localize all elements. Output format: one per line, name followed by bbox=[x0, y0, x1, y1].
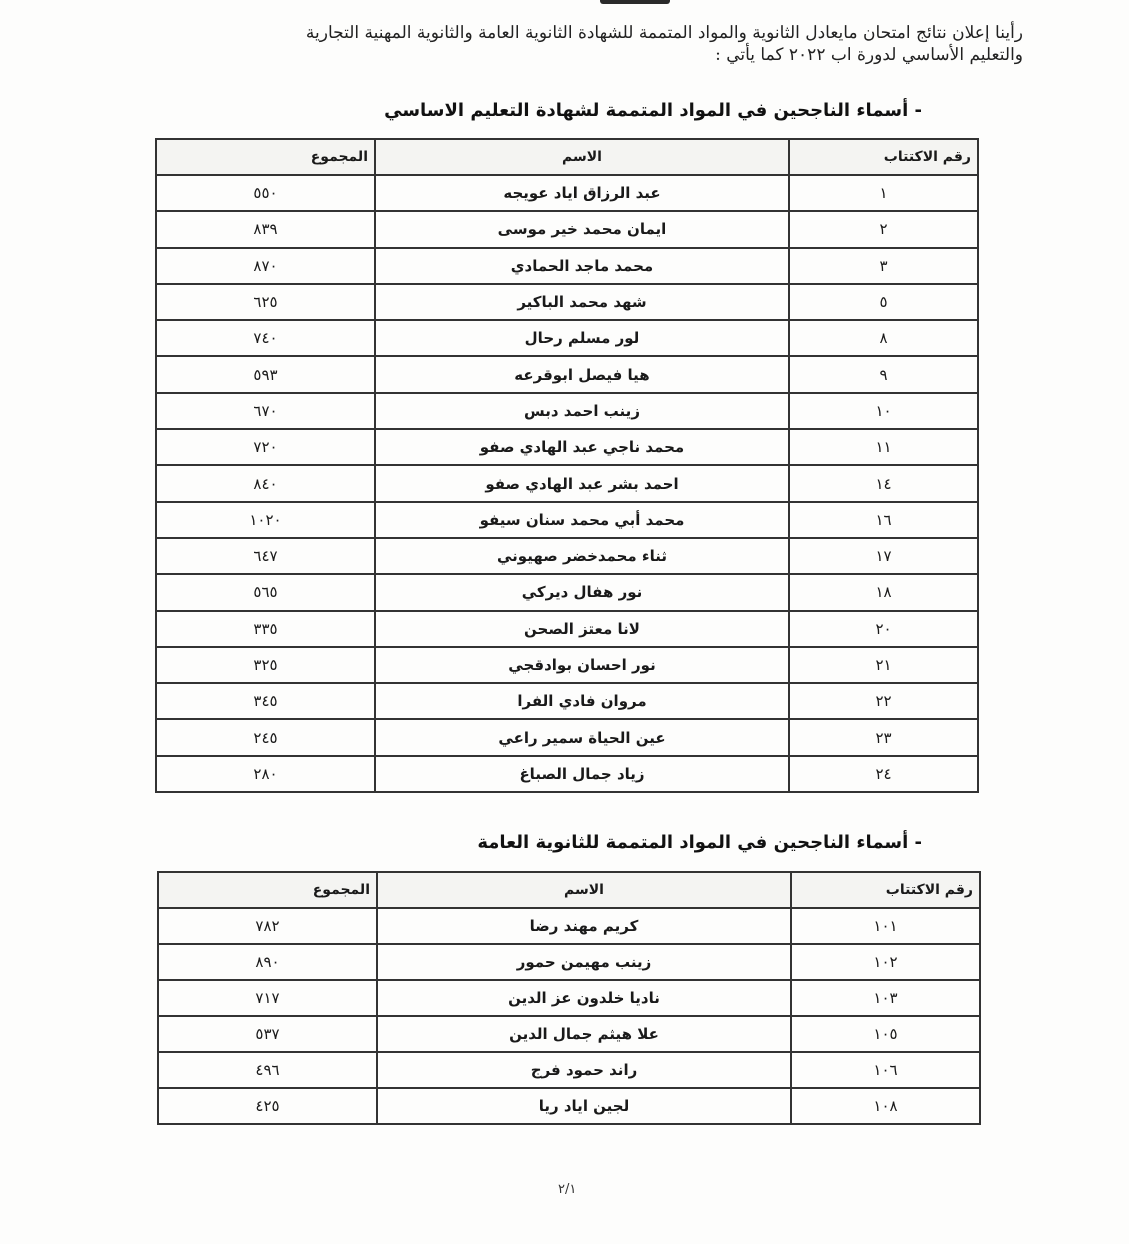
column-header-total: المجموع bbox=[156, 139, 375, 175]
table-row bbox=[158, 908, 980, 944]
cell-student-name: عين الحياة سمير راعي bbox=[375, 719, 789, 755]
cell-student-name: لجين اياد ريا bbox=[377, 1088, 791, 1124]
cell-registration-number: ١٤ bbox=[789, 465, 978, 501]
cell-student-name: نور احسان بوادقجي bbox=[375, 647, 789, 683]
table-row bbox=[156, 574, 978, 610]
cell-total-score: ٦٤٧ bbox=[156, 538, 375, 574]
cell-total-score: ٣٢٥ bbox=[156, 647, 375, 683]
table-header-row bbox=[158, 872, 980, 908]
cell-total-score: ٨٤٠ bbox=[156, 465, 375, 501]
table-header-row bbox=[156, 139, 978, 175]
cell-registration-number: ١٠ bbox=[789, 393, 978, 429]
page-number: ٢/١ bbox=[558, 1182, 577, 1197]
table-row bbox=[156, 393, 978, 429]
cell-total-score: ٨٩٠ bbox=[158, 944, 377, 980]
intro-paragraph bbox=[123, 22, 1023, 66]
cell-total-score: ٥٦٥ bbox=[156, 574, 375, 610]
cell-registration-number: ١٠٢ bbox=[791, 944, 980, 980]
table-row bbox=[156, 320, 978, 356]
cell-student-name: ايمان محمد خير موسى bbox=[375, 211, 789, 247]
table-row bbox=[158, 1016, 980, 1052]
cell-student-name: كريم مهند رضا bbox=[377, 908, 791, 944]
cell-student-name: هيا فيصل ابوقرعه bbox=[375, 356, 789, 392]
column-header-name: الاسم bbox=[377, 872, 791, 908]
table-row bbox=[156, 211, 978, 247]
cell-total-score: ٤٢٥ bbox=[158, 1088, 377, 1124]
cell-registration-number: ١٠٣ bbox=[791, 980, 980, 1016]
cell-total-score: ٧٢٠ bbox=[156, 429, 375, 465]
cell-student-name: شهد محمد الباكير bbox=[375, 284, 789, 320]
cell-registration-number: ١ bbox=[789, 175, 978, 211]
cell-registration-number: ٢١ bbox=[789, 647, 978, 683]
cell-registration-number: ١٠٥ bbox=[791, 1016, 980, 1052]
table-row bbox=[156, 719, 978, 755]
cell-student-name: مروان فادي الفرا bbox=[375, 683, 789, 719]
cell-student-name: لانا معتز الصحن bbox=[375, 611, 789, 647]
cell-registration-number: ٢٤ bbox=[789, 756, 978, 792]
cell-registration-number: ١٦ bbox=[789, 502, 978, 538]
general-secondary-results-table bbox=[157, 871, 981, 1125]
cell-total-score: ٣٣٥ bbox=[156, 611, 375, 647]
cell-total-score: ٣٤٥ bbox=[156, 683, 375, 719]
cell-registration-number: ٥ bbox=[789, 284, 978, 320]
cell-student-name: زياد جمال الصباغ bbox=[375, 756, 789, 792]
cell-student-name: لور مسلم رحال bbox=[375, 320, 789, 356]
cell-total-score: ٨٧٠ bbox=[156, 248, 375, 284]
table-row bbox=[156, 284, 978, 320]
cell-total-score: ٥٩٣ bbox=[156, 356, 375, 392]
cell-registration-number: ٢٠ bbox=[789, 611, 978, 647]
cell-student-name: زينب مهيمن حمور bbox=[377, 944, 791, 980]
table-row bbox=[156, 429, 978, 465]
cell-student-name: ثناء محمدخضر صهيوني bbox=[375, 538, 789, 574]
cell-registration-number: ٢٣ bbox=[789, 719, 978, 755]
cell-registration-number: ١١ bbox=[789, 429, 978, 465]
table-row bbox=[158, 1052, 980, 1088]
cell-registration-number: ٣ bbox=[789, 248, 978, 284]
cell-total-score: ٦٧٠ bbox=[156, 393, 375, 429]
table-row bbox=[156, 647, 978, 683]
table-row bbox=[156, 756, 978, 792]
section-2-heading: - أسماء الناجحين في المواد المتممة للثانوية العامة bbox=[477, 832, 922, 853]
cell-student-name: نور هفال ديركي bbox=[375, 574, 789, 610]
table-row bbox=[156, 465, 978, 501]
scan-edge-mark bbox=[600, 0, 670, 4]
cell-total-score: ٦٢٥ bbox=[156, 284, 375, 320]
cell-total-score: ٤٩٦ bbox=[158, 1052, 377, 1088]
cell-registration-number: ١٧ bbox=[789, 538, 978, 574]
cell-student-name: احمد بشر عبد الهادي صفو bbox=[375, 465, 789, 501]
intro-line-1: رأينا إعلان نتائج امتحان مايعادل الثانوية والمواد المتممة للشهادة الثانوية العامة والثانوية المهنية التجارية bbox=[305, 23, 1023, 43]
cell-student-name: محمد أبي محمد سنان سيفو bbox=[375, 502, 789, 538]
table-row bbox=[158, 980, 980, 1016]
table-row bbox=[156, 683, 978, 719]
cell-registration-number: ٢٢ bbox=[789, 683, 978, 719]
cell-total-score: ٨٣٩ bbox=[156, 211, 375, 247]
table-row bbox=[156, 248, 978, 284]
column-header-total: المجموع bbox=[158, 872, 377, 908]
cell-registration-number: ١٠٦ bbox=[791, 1052, 980, 1088]
table-row bbox=[158, 944, 980, 980]
cell-student-name: زينب احمد دبس bbox=[375, 393, 789, 429]
cell-student-name: محمد ناجي عبد الهادي صفو bbox=[375, 429, 789, 465]
cell-registration-number: ٩ bbox=[789, 356, 978, 392]
cell-total-score: ٢٤٥ bbox=[156, 719, 375, 755]
table-row bbox=[156, 538, 978, 574]
table-row bbox=[156, 356, 978, 392]
cell-registration-number: ١٠٨ bbox=[791, 1088, 980, 1124]
cell-total-score: ٢٨٠ bbox=[156, 756, 375, 792]
cell-student-name: محمد ماجد الحمادي bbox=[375, 248, 789, 284]
cell-total-score: ١٠٢٠ bbox=[156, 502, 375, 538]
cell-registration-number: ١٠١ bbox=[791, 908, 980, 944]
cell-registration-number: ٢ bbox=[789, 211, 978, 247]
cell-total-score: ٧٨٢ bbox=[158, 908, 377, 944]
cell-student-name: ناديا خلدون عز الدين bbox=[377, 980, 791, 1016]
cell-total-score: ٧١٧ bbox=[158, 980, 377, 1016]
cell-registration-number: ٨ bbox=[789, 320, 978, 356]
column-header-id: رقم الاكتتاب bbox=[789, 139, 978, 175]
column-header-name: الاسم bbox=[375, 139, 789, 175]
intro-line-2: والتعليم الأساسي لدورة اب ٢٠٢٢ كما يأتي : bbox=[715, 45, 1023, 65]
cell-total-score: ٥٣٧ bbox=[158, 1016, 377, 1052]
table-row bbox=[156, 175, 978, 211]
basic-education-results-table bbox=[155, 138, 979, 793]
table-row bbox=[156, 502, 978, 538]
cell-total-score: ٧٤٠ bbox=[156, 320, 375, 356]
table-row bbox=[158, 1088, 980, 1124]
cell-student-name: راند حمود فرج bbox=[377, 1052, 791, 1088]
table-row bbox=[156, 611, 978, 647]
section-1-heading: - أسماء الناجحين في المواد المتممة لشهادة التعليم الاساسي bbox=[384, 100, 922, 121]
cell-registration-number: ١٨ bbox=[789, 574, 978, 610]
cell-student-name: عبد الرزاق اياد عويجه bbox=[375, 175, 789, 211]
column-header-id: رقم الاكتتاب bbox=[791, 872, 980, 908]
cell-total-score: ٥٥٠ bbox=[156, 175, 375, 211]
cell-student-name: علا هيثم جمال الدين bbox=[377, 1016, 791, 1052]
